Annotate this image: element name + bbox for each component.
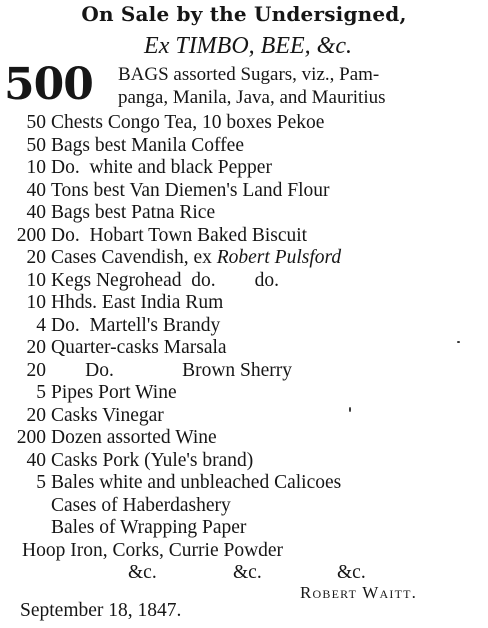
- etc-2: &c.: [233, 562, 262, 583]
- item-quantity: 40: [26, 179, 46, 201]
- item-description: Tons best Van Diemen's Land Flour: [51, 179, 330, 201]
- item-quantity: 10: [26, 157, 46, 178]
- etc-1: &c.: [128, 562, 157, 583]
- item-description: Casks Pork (Yule's brand): [51, 449, 254, 471]
- etc-3: &c.: [337, 562, 366, 583]
- item-description: Chests Congo Tea, 10 boxes Pekoe: [51, 112, 325, 133]
- hoop-line: Hoop Iron, Corks, Currie Powder: [22, 539, 284, 561]
- item-quantity: 20: [26, 404, 46, 426]
- item-description: Casks Vinegar: [51, 404, 164, 426]
- item-quantity: 5: [36, 472, 46, 493]
- item-quantity: 4: [36, 314, 46, 336]
- item-description: Do. Martell's Brandy: [51, 314, 221, 336]
- item-quantity: 200: [16, 427, 46, 448]
- lead-line-2: panga, Manila, Java, and Mauritius: [118, 87, 386, 108]
- item-description: Cases Cavendish, ex: [51, 247, 217, 268]
- item-description: Hhds. East India Rum: [51, 292, 224, 313]
- item-description: Quarter-casks Marsala: [51, 337, 227, 358]
- lead-line-1: BAGS assorted Sugars, viz., Pam-: [118, 64, 380, 85]
- advert-subheading: Ex TIMBO, BEE, &c.: [144, 33, 352, 59]
- item-quantity: 5: [36, 382, 46, 403]
- item-quantity: 10: [26, 269, 46, 291]
- item-description: Do. Brown Sherry: [51, 359, 293, 381]
- item-description: Bales of Wrapping Paper: [51, 517, 247, 538]
- print-speck: [349, 407, 351, 412]
- item-description: Do. white and black Pepper: [51, 157, 272, 178]
- print-speck: [457, 341, 460, 343]
- item-description: Kegs Negrohead do. do.: [51, 269, 279, 291]
- item-description: Bags best Manila Coffee: [51, 134, 244, 156]
- item-quantity: 10: [26, 292, 46, 313]
- item-description: Pipes Port Wine: [51, 382, 177, 403]
- item-quantity: 50: [26, 134, 46, 156]
- item-quantity: 20: [26, 359, 46, 381]
- item-quantity: 20: [26, 247, 46, 268]
- item-quantity: 200: [16, 224, 46, 246]
- item-quantity: 40: [26, 202, 46, 223]
- item-description: Dozen assorted Wine: [51, 427, 217, 448]
- item-description: Bales white and unbleached Calicoes: [51, 472, 342, 493]
- item-quantity: 20: [26, 337, 46, 358]
- date: September 18, 1847.: [20, 600, 182, 621]
- item-quantity: 40: [26, 449, 46, 471]
- item-description: Cases of Haberdashery: [51, 494, 231, 516]
- advert-heading: On Sale by the Undersigned,: [81, 2, 407, 26]
- signature: Robert Waitt.: [300, 583, 418, 602]
- item-quantity: 50: [26, 112, 46, 133]
- lead-quantity: 500: [4, 59, 93, 110]
- ship-name: Robert Pulsford: [216, 247, 342, 268]
- item-description: Do. Hobart Town Baked Biscuit: [51, 224, 308, 246]
- item-description: Bags best Patna Rice: [51, 202, 216, 223]
